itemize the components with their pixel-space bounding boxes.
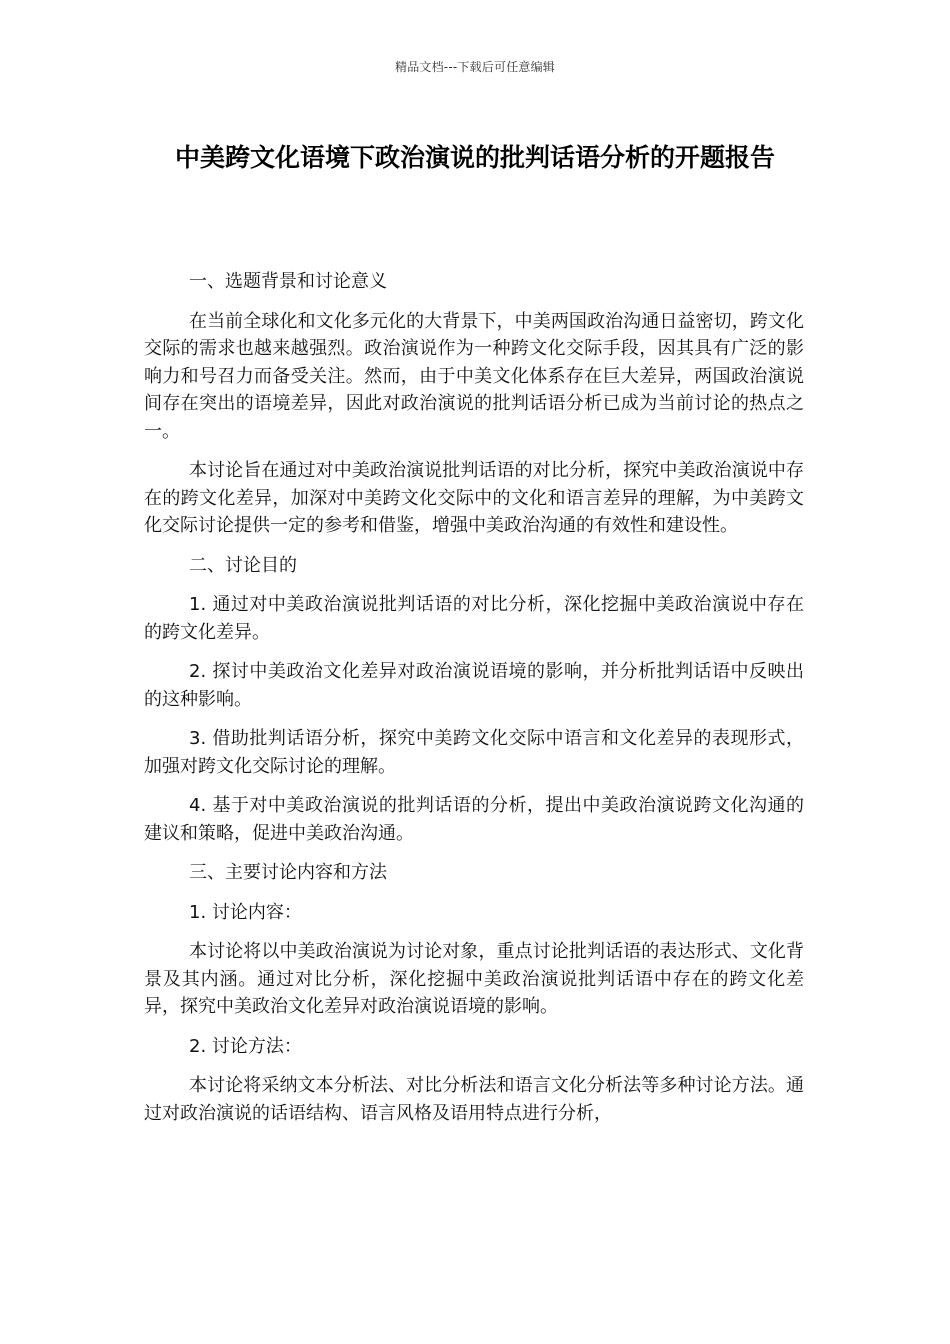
document-title: 中美跨文化语境下政治演说的批判话语分析的开题报告 <box>174 143 775 172</box>
paragraph-content: 本讨论将以中美政治演说为讨论对象，重点讨论批判话语的表达形式、文化背景及其内涵。通过对比分析，深化挖掘中美政治演说批判话语中存在的跨文化差异，探究中美政治文化差异对政治演说语境的影响。 <box>144 941 804 1017</box>
purpose-item-4: 4. 基于对中美政治演说的批判话语的分析，提出中美政治演说跨文化沟通的建议和策略，促进中美政治沟通。 <box>144 795 804 844</box>
header-note: 精品文档---下载后可任意编辑 <box>395 60 555 74</box>
subheading-content: 1. 讨论内容： <box>189 901 302 923</box>
section-heading-purpose: 二、讨论目的 <box>189 554 297 576</box>
paragraph-background-2: 本讨论旨在通过对中美政治演说批判话语的对比分析，探究中美政治演说中存在的跨文化差异，加深对中美跨文化交际中的文化和语言差异的理解，为中美跨文化交际讨论提供一定的参考和借鉴，增强中美政治沟通的有效性和建设性。 <box>144 460 804 536</box>
purpose-item-1: 1. 通过对中美政治演说批判话语的对比分析，深化挖掘中美政治演说中存在的跨文化差异。 <box>144 594 804 643</box>
purpose-item-3: 3. 借助批判话语分析，探究中美跨文化交际中语言和文化差异的表现形式，加强对跨文化交际讨论的理解。 <box>144 728 804 777</box>
subheading-methods: 2. 讨论方法： <box>189 1035 302 1057</box>
section-heading-background: 一、选题背景和讨论意义 <box>189 271 387 292</box>
section-heading-content-methods: 三、主要讨论内容和方法 <box>189 862 387 883</box>
paragraph-methods: 本讨论将采纳文本分析法、对比分析法和语言文化分析法等多种讨论方法。通过对政治演说的话语结构、语言风格及语用特点进行分析， <box>144 1075 804 1124</box>
document-body <box>144 268 804 1139</box>
purpose-item-2: 2. 探讨中美政治文化差异对政治演说语境的影响，并分析批判话语中反映出的这种影响。 <box>144 661 804 710</box>
paragraph-background-1: 在当前全球化和文化多元化的大背景下，中美两国政治沟通日益密切，跨文化交际的需求也越来越强烈。政治演说作为一种跨文化交际手段，因其具有广泛的影响力和号召力而备受关注。然而，由于中美文化体系存在巨大差异，两国政治演说间存在突出的语境差异，因此对政治演说的批判话语分析已成为当前讨论的热点之一。 <box>144 310 804 442</box>
